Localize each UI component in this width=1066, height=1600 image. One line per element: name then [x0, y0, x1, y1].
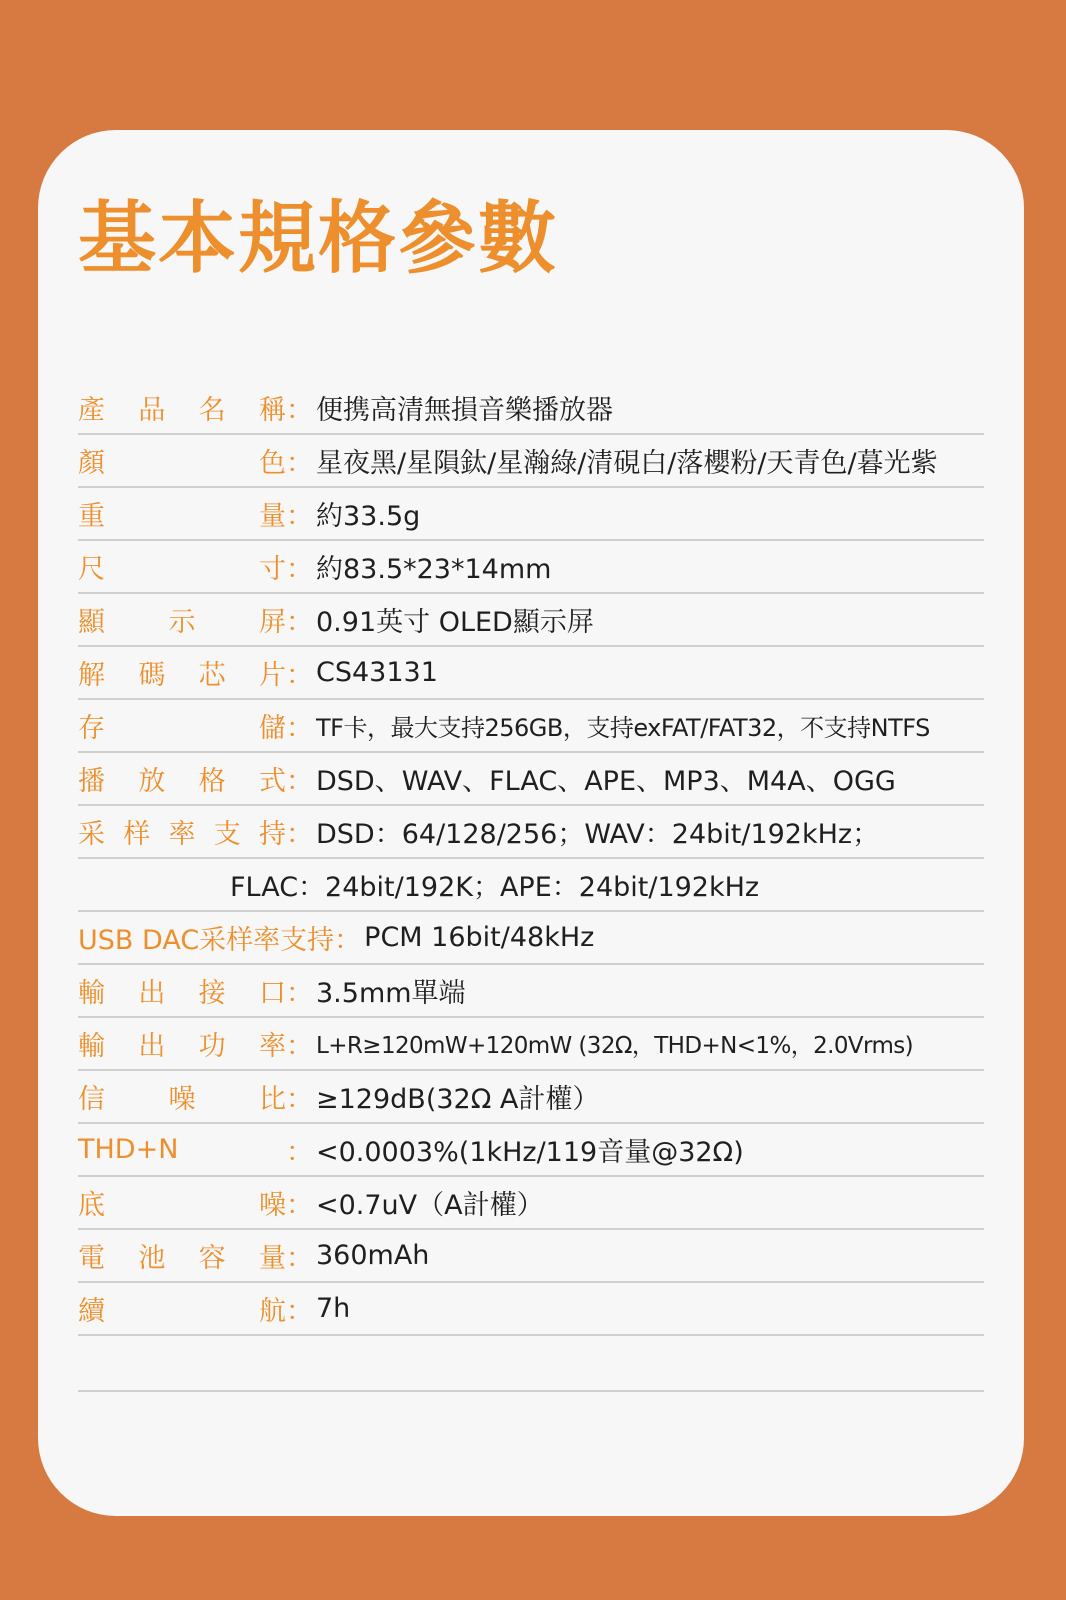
spec-label: 產品名稱 — [78, 395, 286, 426]
spec-value: 星夜黑/星隕鈦/星瀚綠/清硯白/落櫻粉/天青色/暮光紫 — [316, 448, 938, 479]
spec-value: 360mAh — [316, 1240, 430, 1271]
spec-colon: ： — [286, 1031, 313, 1062]
spec-label: 信噪比 — [78, 1084, 286, 1115]
spec-row-sample-rate-continued — [78, 859, 984, 912]
spec-card — [38, 130, 1024, 1516]
spec-colon: ： — [334, 925, 362, 956]
spec-value: 約33.5g — [316, 501, 421, 532]
spec-row-output-port — [78, 965, 984, 1018]
spec-row-storage — [78, 700, 984, 753]
page-title: 基本規格參數 — [78, 194, 559, 284]
spec-label: 解碼芯片 — [78, 660, 286, 691]
spec-row-usb-dac — [78, 912, 984, 965]
spec-row-size — [78, 541, 984, 594]
spec-value: 3.5mm單端 — [316, 978, 466, 1009]
spec-colon: ： — [286, 1243, 313, 1274]
spec-value: ≥129dB(32Ω A計權） — [316, 1084, 600, 1115]
spec-row-display — [78, 594, 984, 647]
spec-row-battery — [78, 1230, 984, 1283]
spec-colon: ： — [286, 1190, 313, 1221]
spec-value: DSD、WAV、FLAC、APE、MP3、M4A、OGG — [316, 766, 896, 797]
spec-colon: ： — [286, 1084, 313, 1115]
spec-row-empty — [78, 1336, 984, 1392]
spec-row-noise-floor — [78, 1177, 984, 1230]
spec-colon: ： — [286, 819, 313, 850]
spec-label: 采样率支持 — [78, 819, 286, 850]
spec-row-play-format — [78, 753, 984, 806]
spec-row-thd-n — [78, 1124, 984, 1177]
spec-list — [78, 382, 984, 1392]
spec-colon: ： — [286, 978, 313, 1009]
spec-row-snr — [78, 1071, 984, 1124]
spec-colon: ： — [286, 607, 313, 638]
spec-colon: ： — [286, 1296, 313, 1327]
spec-value: 便携高清無損音樂播放器 — [316, 395, 613, 426]
spec-row-weight — [78, 488, 984, 541]
spec-value: PCM 16bit/48kHz — [364, 922, 595, 953]
spec-colon: ： — [286, 1137, 313, 1168]
spec-row-color — [78, 435, 984, 488]
spec-row-product-name — [78, 382, 984, 435]
spec-row-sample-rate — [78, 806, 984, 859]
spec-value: DSD：64/128/256；WAV：24bit/192kHz； — [316, 819, 880, 850]
spec-colon: ： — [286, 448, 313, 479]
spec-colon: ： — [286, 554, 313, 585]
spec-label: 輸出接口 — [78, 978, 286, 1009]
spec-value: <0.0003%(1kHz/119音量@32Ω) — [316, 1137, 744, 1168]
spec-label: 播放格式 — [78, 766, 286, 797]
spec-label: 尺寸 — [78, 554, 286, 585]
spec-colon: ： — [286, 395, 313, 426]
spec-value: 約83.5*23*14mm — [316, 554, 552, 585]
spec-value: TF卡，最大支持256GB，支持exFAT/FAT32，不支持NTFS — [316, 714, 930, 742]
spec-colon: ： — [286, 501, 313, 532]
spec-label: 底噪 — [78, 1190, 286, 1221]
spec-colon: ： — [286, 766, 313, 797]
spec-label: 顏色 — [78, 448, 286, 479]
spec-colon: ： — [286, 660, 313, 691]
spec-row-decoder-chip — [78, 647, 984, 700]
spec-label: USB DAC采样率支持 — [78, 925, 335, 956]
spec-value: CS43131 — [316, 657, 438, 688]
spec-value: 0.91英寸 OLED顯示屏 — [316, 607, 594, 638]
spec-row-output-power — [78, 1018, 984, 1071]
spec-colon: ： — [286, 713, 313, 744]
spec-value: <0.7uV（A計權） — [316, 1190, 544, 1221]
spec-label: THD+N — [78, 1134, 179, 1165]
spec-label: 電池容量 — [78, 1243, 286, 1274]
spec-label: 重量 — [78, 501, 286, 532]
spec-value: FLAC：24bit/192K；APE：24bit/192kHz — [230, 872, 760, 903]
spec-row-battery-life — [78, 1283, 984, 1336]
spec-label: 存儲 — [78, 713, 286, 744]
spec-label: 顯示屏 — [78, 607, 286, 638]
spec-label: 續航 — [78, 1296, 286, 1327]
spec-value: L+R≥120mW+120mW (32Ω，THD+N<1%，2.0Vrms) — [316, 1033, 914, 1059]
spec-label: 輸出功率 — [78, 1031, 286, 1062]
spec-value: 7h — [316, 1293, 351, 1324]
